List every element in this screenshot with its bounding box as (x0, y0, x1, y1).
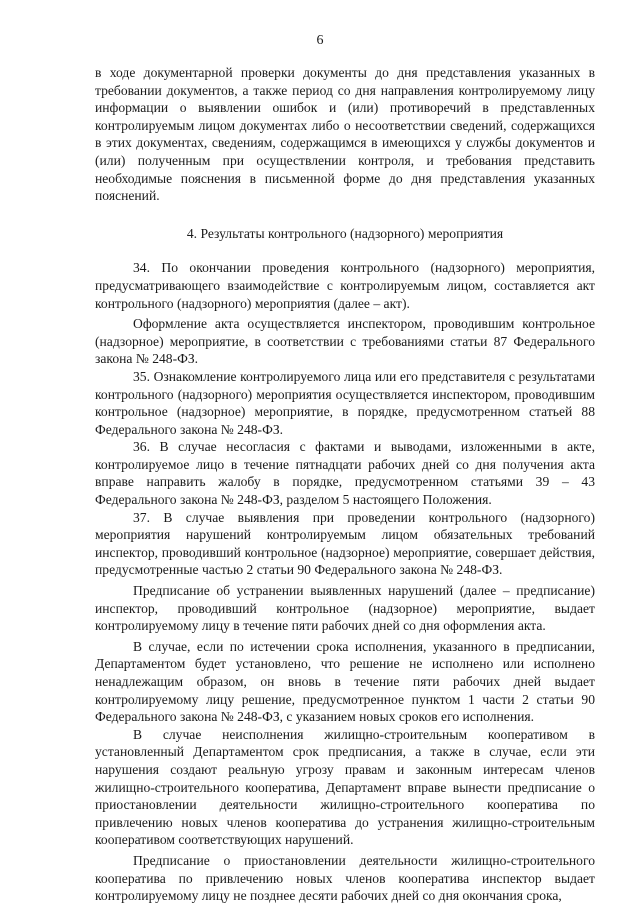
page-number: 6 (316, 33, 324, 48)
paragraph-prescription: Предписание об устранении выявленных нарушений (далее – предписание) инспектор, проводивший контрольное (надзорное) мероприятие, выдает контролируемому лицу в течение пяти рабочих дней со дня оформления акта. (95, 583, 595, 634)
paragraph-36: 36. В случае несогласия с фактами и выводами, изложенными в акте, контролируемое лицо в течение пятнадцати рабочих дней со дня получения акта вправе направить жалобу в порядке, предусмотренном статьями 39 – 43 Федерального закона № 248-ФЗ, разделом 5 настоящего Положения. (95, 439, 595, 508)
paragraph-non-fulfilment: В случае неисполнения жилищно-строительным кооперативом в установленный Департаментом срок предписания, а также в случае, если эти нарушения создают реальную угрозу правам и законным интересам членов жилищно-строительного кооператива, Департамент вправе вынести предписание о приостановлении деятельности жилищно-строительного кооператива по привлечению новых членов кооператива до устранения жилищно-строительным кооперативом соответствующих нарушений. (95, 726, 595, 848)
section-heading: 4. Результаты контрольного (надзорного) мероприятия (186, 225, 504, 241)
paragraph-act-execution: Оформление акта осуществляется инспектором, проводившим контрольное (надзорное) мероприятие, в соответствии с требованиями статьи 87 Федерального закона № 248-ФЗ. (95, 316, 595, 367)
document-body (95, 64, 595, 905)
paragraph-35: 35. Ознакомление контролируемого лица или его представителя с результатами контрольного (надзорного) мероприятия осуществляется инспектором, проводившим контрольное (надзорное) мероприятие, в порядке, предусмотренном статьей 88 Федерального закона № 248-ФЗ. (95, 368, 595, 437)
paragraph-repeat-decision: В случае, если по истечении срока исполнения, указанного в предписании, Департаментом будет установлено, что решение не исполнено или исполнено ненадлежащим образом, он вновь в течение пяти рабочих дней выдает контролируемому лицу решение, предусмотренное пунктом 1 части 2 статьи 90 Федерального закона № 248-ФЗ, с указанием новых сроков его исполнения. (95, 638, 595, 725)
continuation-paragraph: в ходе документарной проверки документы до дня представления указанных в требовании документов, а также период со дня направления контролируемому лицу информации о выявлении ошибок и (или) противоречий в представленных контролируемым лицом документах либо о несоответствии сведений, содержащихся в этих документах, сведениям, содержащимся в имеющихся у службы документов и (или) полученным при осуществлении контроля, и требования представить необходимые пояснения в письменной форме до дня представления указанных пояснений. (95, 65, 595, 204)
paragraph-suspension-prescription: Предписание о приостановлении деятельности жилищно-строительного кооператива по привлечению новых членов кооператива инспектор выдает контролируемому лицу не позднее десяти рабочих дней со дня окончания срока, (95, 852, 595, 904)
paragraph-37: 37. В случае выявления при проведении контрольного (надзорного) мероприятия нарушений контролируемым лицом обязательных требований инспектор, проводивший контрольное (надзорное) мероприятие, совершает действия, предусмотренные частью 2 статьи 90 Федерального закона № 248-ФЗ. (95, 509, 595, 578)
paragraph-34: 34. По окончании проведения контрольного (надзорного) мероприятия, предусматривающего взаимодействие с контролируемым лицом, составляется акт контрольного (надзорного) мероприятия (далее – акт). (95, 260, 595, 311)
